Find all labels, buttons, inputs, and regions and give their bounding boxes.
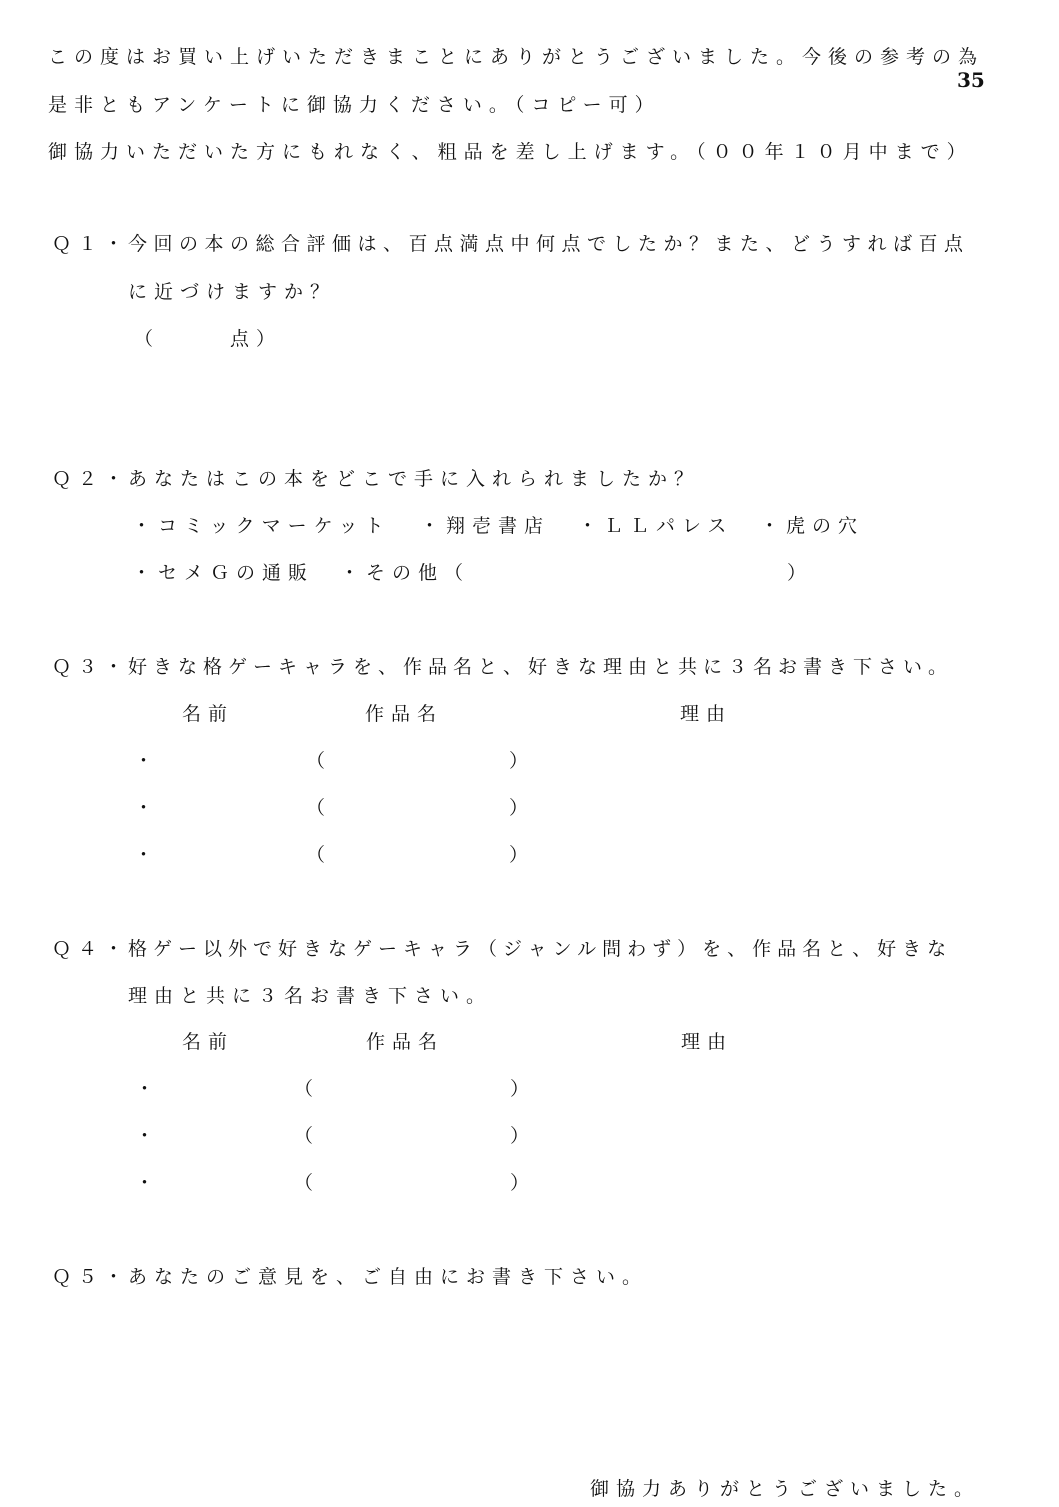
q2-option-comic-market: ・コミックマーケット	[132, 515, 391, 537]
closing-thanks: 御協力ありがとうございました。	[590, 1478, 981, 1500]
q4-question-line-2: 理由と共に３名お書き下さい。	[128, 985, 493, 1007]
q3-row-3-open-paren: （	[306, 844, 326, 866]
q2-option-semeg-mail-order: ・セメＧの通販	[132, 562, 315, 584]
q4-header-work-title: 作品名	[366, 1031, 445, 1053]
q3-row-3-bullet: ・	[134, 844, 154, 866]
q3-header-reason: 理由	[680, 703, 733, 725]
q1-label: Ｑ１・	[52, 233, 131, 255]
q3-header-name: 名前	[182, 703, 235, 725]
q1-question-line-2: に近づけますか？	[128, 281, 337, 303]
q4-row-3-close-paren: ）	[510, 1172, 530, 1194]
q4-row-2-open-paren: （	[294, 1125, 314, 1147]
intro-line-2: 是非ともアンケートに御協力ください。（コピー可）	[48, 94, 661, 116]
q3-header-work-title: 作品名	[365, 703, 444, 725]
q4-row-2-bullet: ・	[135, 1125, 155, 1147]
q4-header-reason: 理由	[681, 1031, 734, 1053]
q1-score-open-paren: （	[134, 328, 154, 350]
q4-row-1-open-paren: （	[294, 1078, 314, 1100]
intro-line-1: この度はお買い上げいただきまことにありがとうございました。今後の参考の為	[48, 46, 985, 68]
q5-question: あなたのご意見を、ご自由にお書き下さい。	[128, 1266, 649, 1288]
q3-label: Ｑ３・	[52, 656, 131, 678]
q2-option-other: ・その他（	[340, 562, 471, 584]
q2-question: あなたはこの本をどこで手に入れられましたか？	[128, 468, 701, 490]
q2-other-close-paren: ）	[787, 562, 807, 584]
q1-score-close: 点）	[230, 328, 283, 350]
q4-row-1-bullet: ・	[135, 1078, 155, 1100]
q4-row-3-open-paren: （	[294, 1172, 314, 1194]
q3-row-2-close-paren: ）	[509, 797, 529, 819]
q3-row-3-close-paren: ）	[509, 844, 529, 866]
q3-question: 好きな格ゲーキャラを、作品名と、好きな理由と共に３名お書き下さい。	[128, 656, 954, 678]
page-number: 35	[957, 68, 985, 92]
q5-label: Ｑ５・	[52, 1266, 131, 1288]
q3-row-2-bullet: ・	[134, 797, 154, 819]
q3-row-1-bullet: ・	[134, 750, 154, 772]
q4-question-line-1: 格ゲー以外で好きなゲーキャラ（ジャンル問わず）を、作品名と、好きな	[128, 938, 953, 960]
q2-option-shouichi-shoten: ・翔壱書店	[420, 515, 551, 537]
q2-label: Ｑ２・	[52, 468, 131, 490]
intro-line-3: 御協力いただいた方にもれなく、粗品を差し上げます。（００年１０月中まで）	[48, 141, 973, 163]
q1-question-line-1: 今回の本の総合評価は、百点満点中何点でしたか？また、どうすれば百点	[128, 233, 970, 255]
q3-row-2-open-paren: （	[306, 797, 326, 819]
q2-option-tora-no-ana: ・虎の穴	[760, 515, 865, 537]
q4-row-2-close-paren: ）	[510, 1125, 530, 1147]
q3-row-1-open-paren: （	[306, 750, 326, 772]
q4-row-3-bullet: ・	[135, 1172, 155, 1194]
q2-option-ll-palace: ・ＬＬパレス	[578, 515, 734, 537]
q3-row-1-close-paren: ）	[509, 750, 529, 772]
q4-label: Ｑ４・	[52, 938, 131, 960]
q4-header-name: 名前	[182, 1031, 235, 1053]
q4-row-1-close-paren: ）	[510, 1078, 530, 1100]
